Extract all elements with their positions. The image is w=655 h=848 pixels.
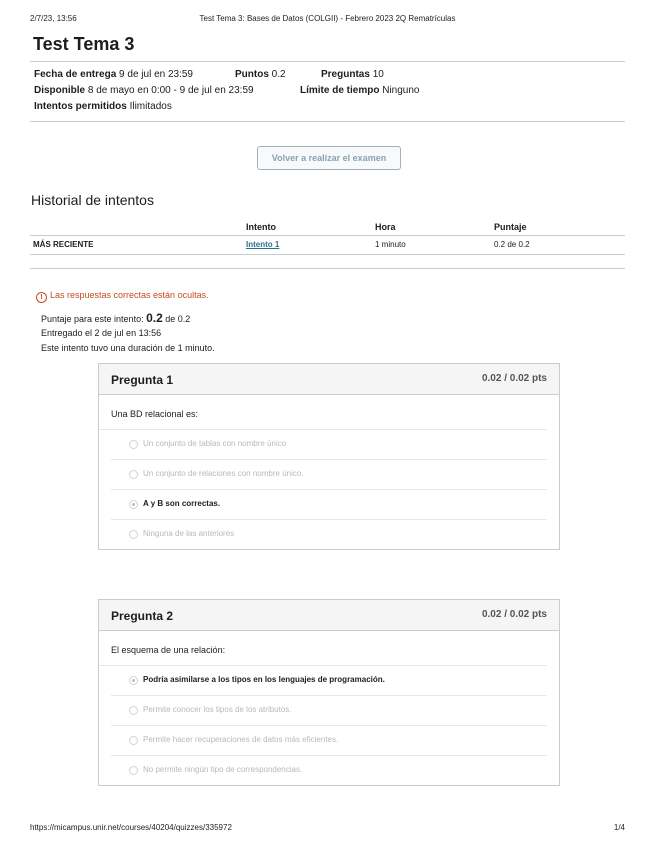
attempt-score [41,311,190,325]
retake-quiz-button[interactable]: Volver a realizar el examen [257,146,401,170]
quiz-details-row-2 [34,85,624,99]
question-text: Una BD relacional es: [99,395,547,430]
print-header [30,14,625,28]
answer-list [99,666,559,785]
footer-url: https://micampus.unir.net/courses/40204/quizzes/335972 [30,823,232,832]
answer-option [111,460,547,490]
history-divider [30,254,625,255]
question-points: 0.02 / 0.02 pts [481,609,547,620]
questions-label: Preguntas [321,69,370,80]
history-divider [30,235,625,236]
attempt-history-title: Historial de intentos [31,192,154,208]
answer-option [111,430,547,460]
answer-label: No permite ningún tipo de correspondencias. [143,765,303,774]
points-value: 0.2 [271,69,286,80]
answer-label: Podría asimilarse a los tipos en los lenguajes de programación. [143,675,385,684]
points-label: Puntos [235,69,269,80]
warning-text: Las respuestas correctas están ocultas. [50,290,209,300]
due-label: Fecha de entrega [34,69,117,80]
time-limit-value: Ninguno [382,85,420,96]
answer-label: Un conjunto de tablas con nombre único [143,439,287,448]
radio-button-selected [129,676,138,685]
attempts-value: Ilimitados [129,101,172,112]
history-row-score: 0.2 de 0.2 [494,240,530,249]
question-title: Pregunta 2 [111,609,174,623]
answer-label: Permite hacer recuperaciones de datos más eficientes. [143,735,339,744]
score-suffix: de 0.2 [162,314,191,324]
divider [30,61,625,62]
radio-button [129,736,138,745]
question-text: El esquema de una relación: [99,631,547,666]
due-value: 9 de jul en 23:59 [119,69,193,80]
score-value: 0.2 [146,311,163,325]
answer-option-selected [111,490,547,520]
warning-icon: ! [36,292,47,303]
answer-option [111,726,547,756]
hidden-answers-warning [36,290,209,303]
footer-page-number: 1/4 [613,823,625,832]
radio-button [129,706,138,715]
answer-option-selected [111,666,547,696]
divider [30,268,625,269]
page-title: Test Tema 3 [33,34,135,54]
history-header-time: Hora [375,222,396,232]
time-limit-label: Límite de tiempo [300,85,380,96]
answer-option [111,756,547,785]
available-label: Disponible [34,85,86,96]
answer-list [99,430,559,549]
radio-button [129,766,138,775]
history-header-score: Puntaje [494,222,527,232]
history-row-time: 1 minuto [375,240,406,249]
history-header-attempt: Intento [246,222,276,232]
question-header [99,600,559,631]
radio-button [129,470,138,479]
answer-label: Ninguna de las anteriores [143,529,235,538]
quiz-details-row-3 [34,101,624,115]
radio-button [129,530,138,539]
questions-value: 10 [372,69,384,80]
question-points: 0.02 / 0.02 pts [481,373,547,384]
question-title: Pregunta 1 [111,373,174,387]
answer-option [111,520,547,549]
duration-info: Este intento tuvo una duración de 1 minuto. [41,343,215,353]
print-title: Test Tema 3: Bases de Datos (COLGII) - Febrero 2023 2Q Rematrículas [199,14,456,23]
radio-button [129,440,138,449]
question-1 [98,363,560,550]
answer-option [111,696,547,726]
question-header [99,364,559,395]
radio-button-selected [129,500,138,509]
attempt-1-link[interactable]: Intento 1 [246,240,280,249]
score-prefix: Puntaje para este intento: [41,314,147,324]
answer-label: A y B son correctas. [143,499,221,508]
answer-label: Permite conocer los tipos de los atributos. [143,705,292,714]
attempts-label: Intentos permitidos [34,101,127,112]
quiz-details-row-1 [34,69,624,83]
divider [30,121,625,122]
history-row-label: MÁS RECIENTE [33,240,94,249]
print-date: 2/7/23, 13:56 [30,14,77,23]
available-value: 8 de mayo en 0:00 - 9 de jul en 23:59 [87,85,254,96]
question-2 [98,599,560,786]
answer-label: Un conjunto de relaciones con nombre único. [143,469,304,478]
submitted-info: Entregado el 2 de jul en 13:56 [41,328,162,338]
